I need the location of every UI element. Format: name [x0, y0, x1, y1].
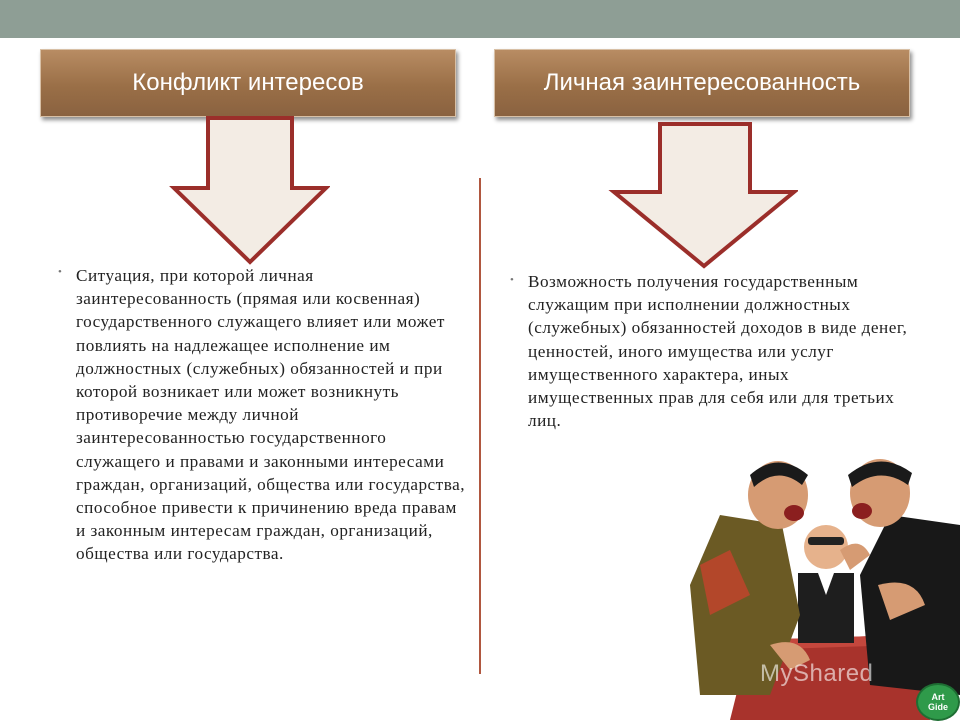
watermark-text: MyShared	[760, 660, 874, 687]
header-conflict-label: Конфликт интересов	[132, 69, 364, 96]
down-arrow-right-icon	[608, 120, 798, 270]
header-personal-interest	[494, 49, 910, 117]
bullet-right: •	[510, 274, 514, 286]
bullet-left: •	[58, 266, 62, 278]
badge-line1: Art	[931, 692, 945, 702]
down-arrow-left-icon	[150, 116, 330, 266]
column-divider	[479, 178, 481, 674]
conflict-definition-text: Ситуация, при которой личная заинтересованность (прямая или косвенная) государственного служащего влияет или может повлиять на надлежащее исполнение им должностных (служебных) обязанностей и при которой возникает или может возникнуть противоречие между личной заинтересованностью государственного служащего и правами и законными интересами граждан, организаций, общества или государства, способное привести к причинению вреда правам и законным интересам граждан, организаций, общества или государства.	[76, 266, 466, 564]
top-bar	[0, 0, 960, 38]
artgide-logo	[916, 683, 960, 721]
header-conflict-of-interest	[40, 49, 456, 117]
personal-interest-definition-text: Возможность получения государственным служащим при исполнении должностных (служебных) обязанностей доходов в виде денег, ценностей, иного имущества или услуг имущественного характера, иных имущественных прав для себя или для третьих лиц.	[528, 272, 908, 431]
header-personal-interest-label: Личная заинтересованность	[543, 69, 861, 96]
badge-line2: Gide	[927, 702, 948, 712]
